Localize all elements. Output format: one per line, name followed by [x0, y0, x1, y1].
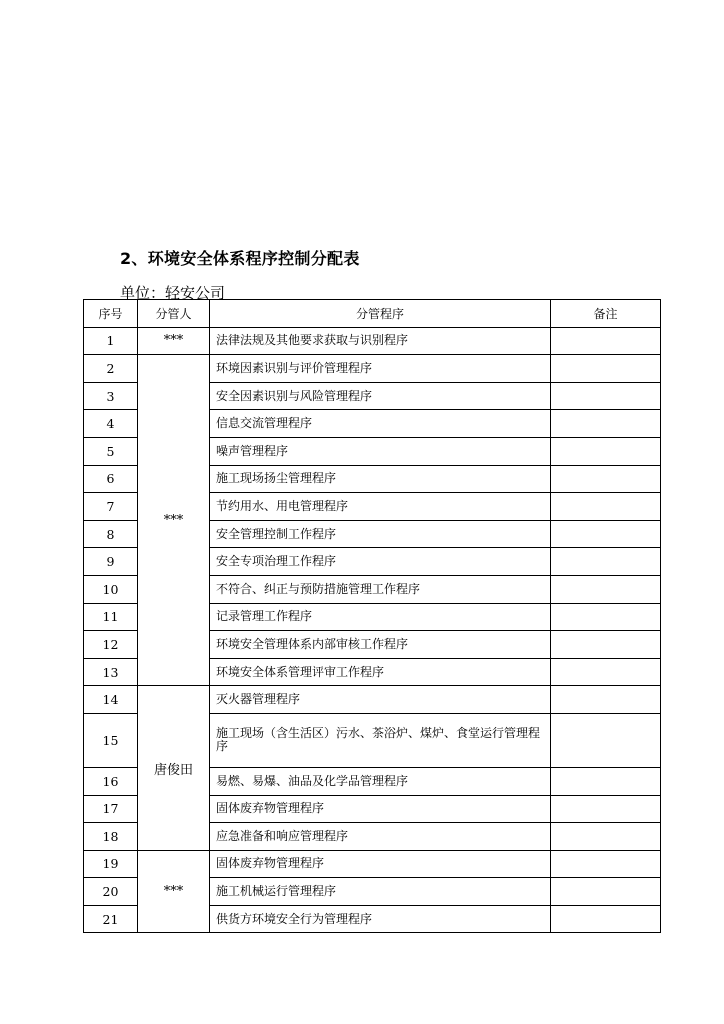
- procedure-cell: 节约用水、用电管理程序: [210, 493, 551, 521]
- remark-cell: [551, 767, 661, 795]
- remark-cell: [551, 713, 661, 767]
- procedure-cell: 环境因素识别与评价管理程序: [210, 355, 551, 383]
- manager-cell: ***: [138, 327, 210, 355]
- seq-cell: 17: [84, 795, 138, 823]
- header-remark: 备注: [551, 300, 661, 328]
- remark-cell: [551, 327, 661, 355]
- header-manager: 分管人: [138, 300, 210, 328]
- remark-cell: [551, 437, 661, 465]
- seq-cell: 1: [84, 327, 138, 355]
- remark-cell: [551, 493, 661, 521]
- procedure-cell: 环境安全管理体系内部审核工作程序: [210, 631, 551, 659]
- table-row: [84, 327, 661, 355]
- procedure-cell: 安全专项治理工作程序: [210, 548, 551, 576]
- remark-cell: [551, 658, 661, 686]
- seq-cell: 8: [84, 520, 138, 548]
- seq-cell: 18: [84, 823, 138, 851]
- remark-cell: [551, 905, 661, 933]
- remark-cell: [551, 355, 661, 383]
- procedure-cell: 信息交流管理程序: [210, 410, 551, 438]
- seq-cell: 5: [84, 437, 138, 465]
- seq-cell: 10: [84, 575, 138, 603]
- table-title: 2、环境安全体系程序控制分配表: [120, 249, 360, 268]
- table-header-row: [84, 300, 661, 328]
- remark-cell: [551, 631, 661, 659]
- remark-cell: [551, 795, 661, 823]
- procedure-cell: 不符合、纠正与预防措施管理工作程序: [210, 575, 551, 603]
- seq-cell: 13: [84, 658, 138, 686]
- procedure-cell: 安全管理控制工作程序: [210, 520, 551, 548]
- seq-cell: 11: [84, 603, 138, 631]
- procedure-cell: 噪声管理程序: [210, 437, 551, 465]
- procedure-cell: 固体废弃物管理程序: [210, 850, 551, 878]
- procedure-cell: 记录管理工作程序: [210, 603, 551, 631]
- remark-cell: [551, 382, 661, 410]
- seq-cell: 9: [84, 548, 138, 576]
- seq-cell: 3: [84, 382, 138, 410]
- procedure-cell: 应急准备和响应管理程序: [210, 823, 551, 851]
- procedure-cell: 施工机械运行管理程序: [210, 878, 551, 906]
- seq-cell: 2: [84, 355, 138, 383]
- procedure-cell: 易燃、易爆、油品及化学品管理程序: [210, 767, 551, 795]
- seq-cell: 21: [84, 905, 138, 933]
- table-row: [84, 850, 661, 878]
- procedure-allocation-table: [83, 299, 661, 933]
- procedure-cell: 施工现场（含生活区）污水、茶浴炉、煤炉、食堂运行管理程序: [210, 713, 551, 767]
- remark-cell: [551, 603, 661, 631]
- remark-cell: [551, 548, 661, 576]
- procedure-cell: 灭火器管理程序: [210, 686, 551, 714]
- header-seq: 序号: [84, 300, 138, 328]
- manager-cell: ***: [138, 850, 210, 933]
- procedure-cell: 安全因素识别与风险管理程序: [210, 382, 551, 410]
- unit-line: 单位：轻安公司: [120, 284, 226, 302]
- seq-cell: 7: [84, 493, 138, 521]
- remark-cell: [551, 823, 661, 851]
- header-procedure: 分管程序: [210, 300, 551, 328]
- remark-cell: [551, 520, 661, 548]
- manager-cell: ***: [138, 355, 210, 686]
- procedure-cell: 法律法规及其他要求获取与识别程序: [210, 327, 551, 355]
- table-row: [84, 686, 661, 714]
- manager-cell: 唐俊田: [138, 686, 210, 850]
- remark-cell: [551, 686, 661, 714]
- procedure-cell: 供货方环境安全行为管理程序: [210, 905, 551, 933]
- procedure-cell: 固体废弃物管理程序: [210, 795, 551, 823]
- seq-cell: 12: [84, 631, 138, 659]
- seq-cell: 14: [84, 686, 138, 714]
- procedure-cell: 施工现场扬尘管理程序: [210, 465, 551, 493]
- table-row: [84, 355, 661, 383]
- remark-cell: [551, 878, 661, 906]
- procedure-cell: 环境安全体系管理评审工作程序: [210, 658, 551, 686]
- seq-cell: 19: [84, 850, 138, 878]
- remark-cell: [551, 575, 661, 603]
- remark-cell: [551, 850, 661, 878]
- remark-cell: [551, 465, 661, 493]
- seq-cell: 16: [84, 767, 138, 795]
- seq-cell: 15: [84, 713, 138, 767]
- seq-cell: 4: [84, 410, 138, 438]
- seq-cell: 6: [84, 465, 138, 493]
- remark-cell: [551, 410, 661, 438]
- seq-cell: 20: [84, 878, 138, 906]
